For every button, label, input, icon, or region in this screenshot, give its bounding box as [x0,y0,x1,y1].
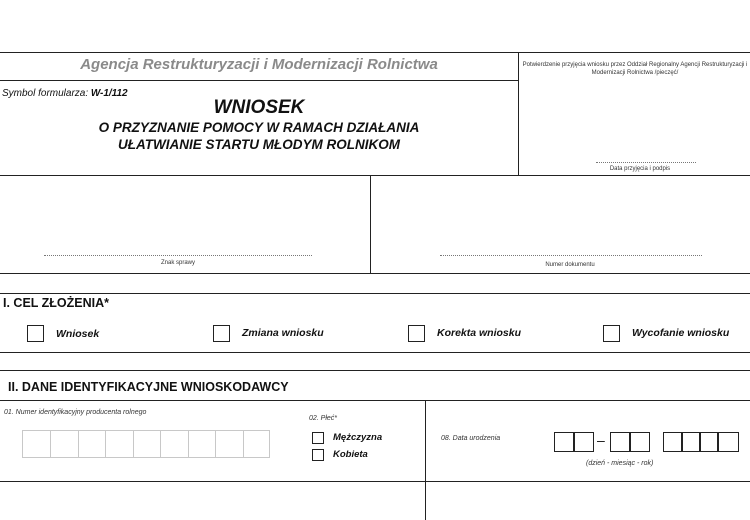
form-title [0,97,518,153]
section2-row-divider [0,481,750,482]
section1-top-border [0,293,750,294]
header-top-border [0,52,750,53]
gender-checkbox-male[interactable] [312,432,324,444]
gender-checkbox-female[interactable] [312,449,324,461]
case-mark-label: Znak sprawy [160,260,195,266]
header-bottom-border [0,175,750,176]
purpose-label-correction: Korekta wniosku [437,327,522,339]
form-title-line2: O PRZYZNANIE POMOCY W RAMACH DZIAŁANIA [98,120,420,135]
section2-title: II. DANE IDENTYFIKACYJNE WNIOSKODAWCY [8,380,289,394]
gender-label: 02. Płeć* [309,415,338,422]
date-signature-label: Data przyjęcia i podpis [609,166,671,172]
birth-year-input[interactable] [663,432,739,452]
agency-underline [0,80,518,81]
purpose-label-application: Wniosek [56,328,100,340]
gender-label-female: Kobieta [333,449,368,460]
reference-vertical-divider [370,175,371,273]
header-vertical-divider [518,52,519,175]
signature-dotted-line [596,162,696,163]
section2-box-top [0,400,750,401]
section2-top-border [0,370,750,371]
document-number-label: Numer dokumentu [545,262,595,268]
producer-id-label: 01. Numer identyfikacyjny producenta rolnego [4,409,147,416]
gender-label-male: Mężczyzna [333,432,383,443]
purpose-checkbox-withdrawal[interactable] [603,325,620,342]
agency-name: Agencja Restrukturyzacji i Modernizacji Rolnictwa [80,56,438,73]
purpose-checkbox-correction[interactable] [408,325,425,342]
birth-date-label: 08. Data urodzenia [441,435,501,442]
date-separator: – [597,432,605,448]
form-symbol-label: Symbol formularza: [2,88,89,99]
form-title-main: WNIOSEK [213,97,305,118]
purpose-label-withdrawal: Wycofanie wniosku [632,327,730,339]
section1-title: I. CEL ZŁOŻENIA* [3,296,110,310]
purpose-checkbox-application[interactable] [27,325,44,342]
reference-bottom-border [0,273,750,274]
document-number-line [440,255,702,256]
confirmation-note: Potwierdzenie przyjęcia wniosku przez Oddział Regionalny Agencji Restrukturyzacji i Modernizacji Rolnictwa /pieczęć/ [522,62,748,76]
section1-bottom-border [0,352,750,353]
producer-id-input[interactable] [22,430,270,458]
birth-date-hint: (dzień - miesiąc - rok) [586,460,654,467]
purpose-checkbox-change[interactable] [213,325,230,342]
section2-vertical-divider [425,400,426,520]
birth-day-input[interactable] [554,432,594,452]
birth-month-input[interactable] [610,432,650,452]
purpose-label-change: Zmiana wniosku [242,327,324,339]
form-title-line3: UŁATWIANIE STARTU MŁODYM ROLNIKOM [118,137,400,152]
case-mark-line [44,255,312,256]
form-symbol-value: W-1/112 [90,88,128,99]
